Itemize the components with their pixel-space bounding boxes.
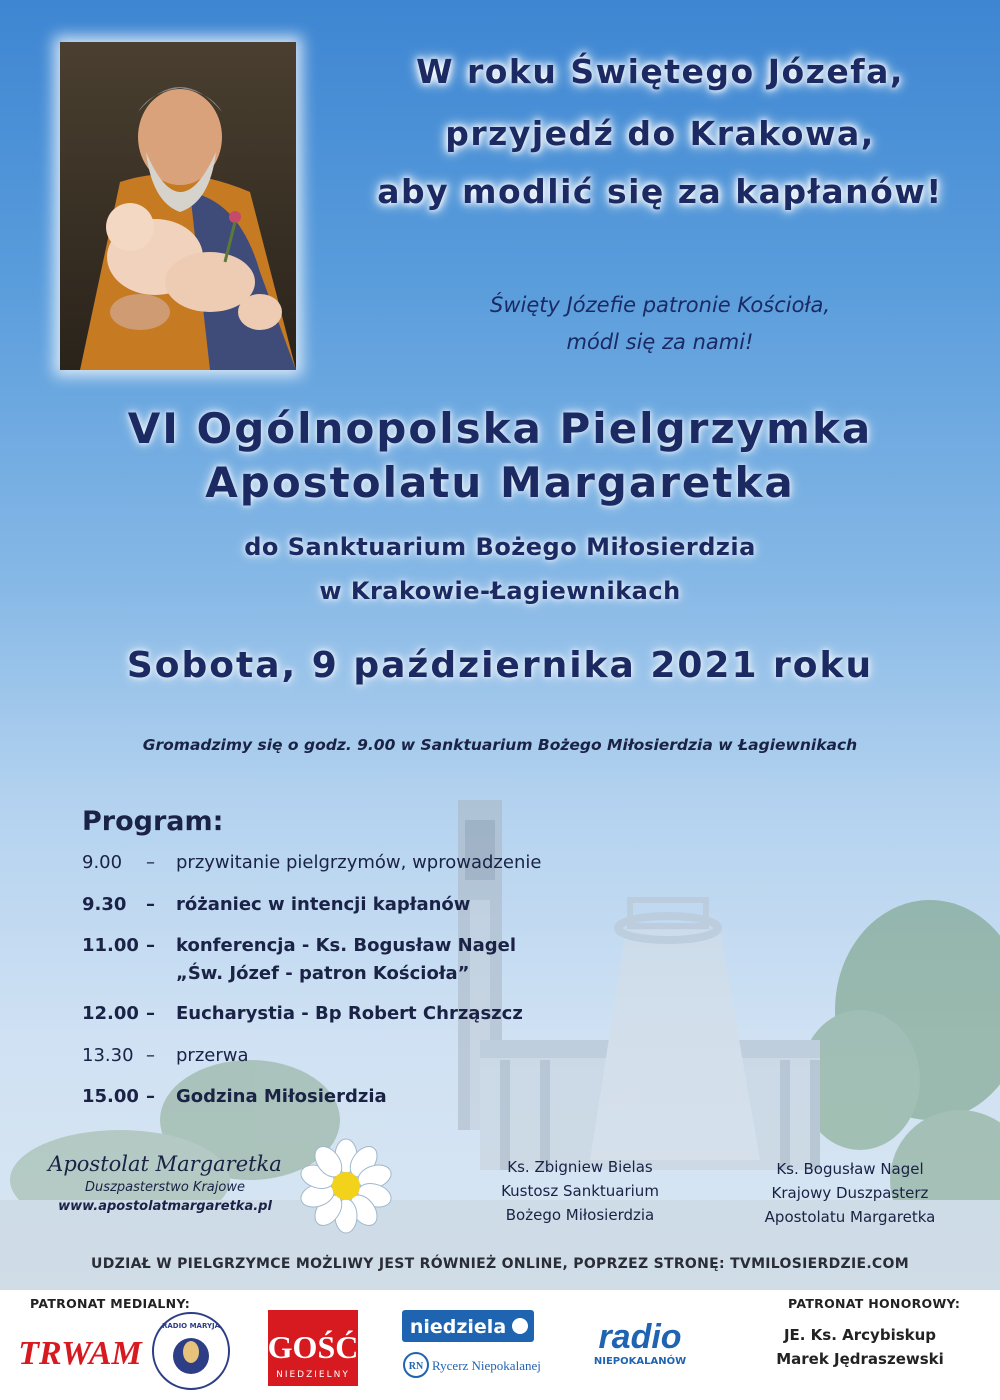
trwam-logo-text: TRWAM [18,1335,142,1372]
headline-line-1: W roku Świętego Józefa, [416,52,904,91]
organizer-subtitle: Duszpasterstwo Krajowe [85,1180,245,1195]
online-participation-note: UDZIAŁ W PIELGRZYMCE MOŻLIWY JEST RÓWNIEŻ ONLINE, POPRZEZ STRONĘ: TVMILOSIERDZIE.COM [91,1256,909,1272]
signatory-role: Bożego Miłosierdzia [505,1206,655,1224]
signatory-2 [745,1157,955,1229]
title-line-3: do Sanktuarium Bożego Miłosierdzia [244,533,756,561]
trwam-logo [18,1318,142,1378]
program-activity: przerwa [176,1045,249,1066]
gosc-logo-text: GOŚĆ [267,1329,359,1365]
program-activity: Godzina Miłosierdzia [176,1086,387,1107]
radio-maryja-logo-text: RADIO MARYJA [161,1322,221,1330]
program-time: 15.00 [82,1086,139,1107]
program-time: 11.00 [82,935,139,956]
program-dash: – [146,1003,155,1024]
program-dash: – [146,935,155,956]
signatory-name: Ks. Zbigniew Bielas [507,1158,653,1176]
program-heading: Program: [82,806,224,837]
honor-patron-line-2: Marek Jędraszewski [776,1350,944,1368]
prayer-line-1: Święty Józefie patronie Kościoła, [489,293,830,317]
st-joseph-portrait [60,42,296,370]
media-patronage-label: PATRONAT MEDIALNY: [30,1296,191,1311]
rycerz-badge-text: RN [408,1361,424,1372]
radio-niepokalanow-logo [582,1312,698,1376]
niedziela-logo-text: niedziela [409,1316,507,1338]
program-activity-subtitle: „Św. Józef - patron Kościoła” [176,963,470,984]
program-activity: Eucharystia - Bp Robert Chrząszcz [176,1003,523,1024]
headline-line-2: przyjedź do Krakowa, [445,114,875,153]
signatory-name: Ks. Bogusław Nagel [776,1160,924,1178]
radio-niep-logo-text: radio [598,1318,682,1356]
program-dash: – [146,852,155,873]
signatory-role: Apostolatu Margaretka [764,1208,936,1226]
title-line-4: w Krakowie-Łagiewnikach [319,577,681,605]
program-time: 9.30 [82,894,127,915]
title-line-1: VI Ogólnopolska Pielgrzymka [127,404,873,453]
honor-patronage-label: PATRONAT HONOROWY: [788,1296,961,1311]
radio-maryja-logo [150,1310,232,1392]
program-dash: – [146,1086,155,1107]
program-activity: konferencja - Ks. Bogusław Nagel [176,935,517,956]
gosc-logo-subtext: NIEDZIELNY [276,1370,350,1380]
niedziela-logo [402,1310,534,1342]
radio-niep-logo-subtext: NIEPOKALANÓW [593,1356,687,1367]
organizer-block [40,1152,290,1214]
program-activity: różaniec w intencji kapłanów [176,894,471,915]
organizer-url[interactable]: www.apostolatmargaretka.pl [58,1199,272,1214]
honor-patron-line-1: JE. Ks. Arcybiskup [783,1326,937,1344]
rycerz-logo-text: Rycerz Niepokalanej [432,1358,541,1373]
signatory-role: Kustosz Sanktuarium [501,1182,659,1200]
program-dash: – [146,894,155,915]
daisy-logo-icon [285,1140,407,1232]
rycerz-niepokalanej-logo [402,1350,542,1380]
event-date: Sobota, 9 października 2021 roku [126,645,874,686]
program-dash: – [146,1045,155,1066]
title-line-2: Apostolatu Margaretka [205,458,795,507]
organizer-name: Apostolat Margaretka [48,1152,282,1176]
signatory-1 [480,1155,680,1227]
signatory-role: Krajowy Duszpasterz [771,1184,929,1202]
program-time: 12.00 [82,1003,139,1024]
prayer-line-2: módl się za nami! [566,330,754,354]
program-time: 13.30 [82,1045,134,1066]
program-activity: przywitanie pielgrzymów, wprowadzenie [176,852,542,873]
headline-line-3: aby modlić się za kapłanów! [377,172,943,211]
gosc-niedzielny-logo [268,1310,358,1386]
program-time: 9.00 [82,852,123,873]
gathering-note: Gromadzimy się o godz. 9.00 w Sanktuarium Bożego Miłosierdzia w Łagiewnikach [142,736,858,754]
